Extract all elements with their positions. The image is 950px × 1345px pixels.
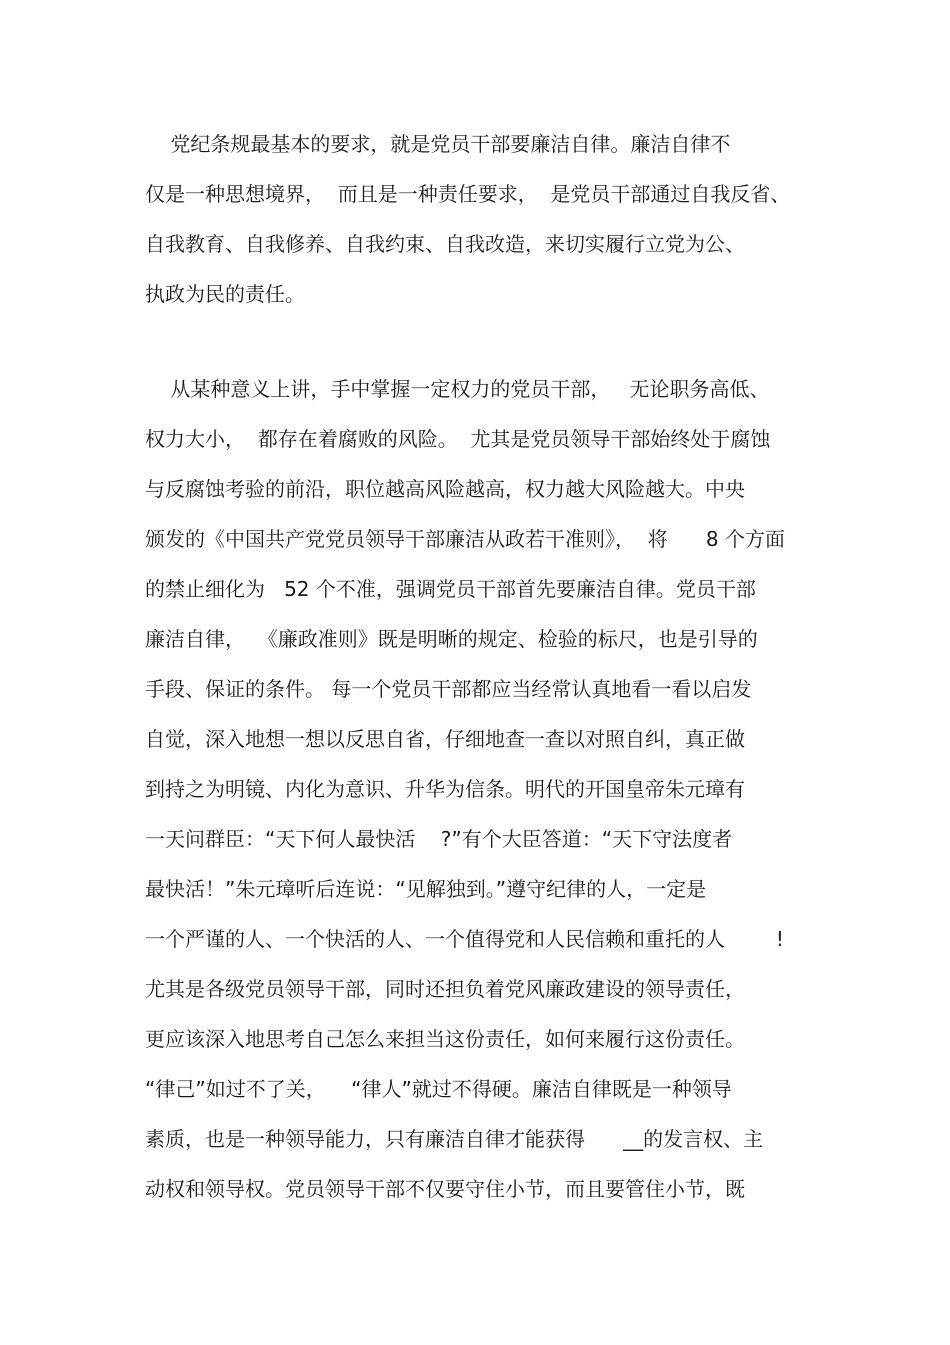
- text-line: 党纪条规最基本的要求，就是党员干部要廉洁自律。廉洁自律不: [145, 132, 731, 156]
- text-line: 自觉，深入地想一想以反思自省，仔细地查一查以对照自纠，真正做: [145, 727, 745, 751]
- text-line: 动权和领导权。党员领导干部不仅要守住小节，而且要管住小节，既: [145, 1177, 745, 1201]
- text-line: 手段、保证的条件。 每一个党员干部都应当经常认真地看一看以启发: [145, 677, 752, 701]
- text-line: 从某种意义上讲，手中掌握一定权力的党员干部， 无论职务高低、: [145, 377, 770, 401]
- text-line: 一个严谨的人、一个快活的人、一个值得党和人民信赖和重托的人 !: [145, 927, 784, 951]
- text-line: 与反腐蚀考验的前沿，职位越高风险越高，权力越大风险越大。中央: [145, 477, 745, 501]
- text-line: 素质，也是一种领导能力，只有廉洁自律才能获得 __的发言权、主: [145, 1127, 764, 1151]
- text-line: 更应该深入地思考自己怎么来担当这份责任，如何来履行这份责任。: [145, 1027, 745, 1051]
- text-line: 廉洁自律， 《廉政准则》既是明晰的规定、检验的标尺，也是引导的: [145, 627, 758, 651]
- text-line: 执政为民的责任。: [145, 282, 305, 306]
- text-line: 到持之为明镜、内化为意识、升华为信条。明代的开国皇帝朱元璋有: [145, 777, 745, 801]
- text-line: 尤其是各级党员领导干部，同时还担负着党风廉政建设的领导责任，: [145, 977, 745, 1001]
- text-line: 一天问群臣：“天下何人最快活 ?”有个大臣答道：“天下守法度者: [145, 827, 733, 851]
- text-line: 最快活！”朱元璋听后连说：“见解独到。”遵守纪律的人，一定是: [145, 877, 707, 901]
- text-line: “律己”如过不了关， “律人”就过不得硬。廉洁自律既是一种领导: [145, 1077, 732, 1101]
- text-line: 颁发的《中国共产党党员领导干部廉洁从政若干准则》， 将 8 个方面: [145, 527, 785, 551]
- text-line: 权力大小， 都存在着腐败的风险。 尤其是党员领导干部始终处于腐蚀: [145, 427, 771, 451]
- text-line: 仅是一种思想境界， 而且是一种责任要求， 是党员干部通过自我反省、: [145, 182, 791, 206]
- text-line: 的禁止细化为 52 个不准，强调党员干部首先要廉洁自律。党员干部: [145, 577, 756, 601]
- text-line: 自我教育、自我修养、自我约束、自我改造，来切实履行立党为公、: [145, 232, 745, 256]
